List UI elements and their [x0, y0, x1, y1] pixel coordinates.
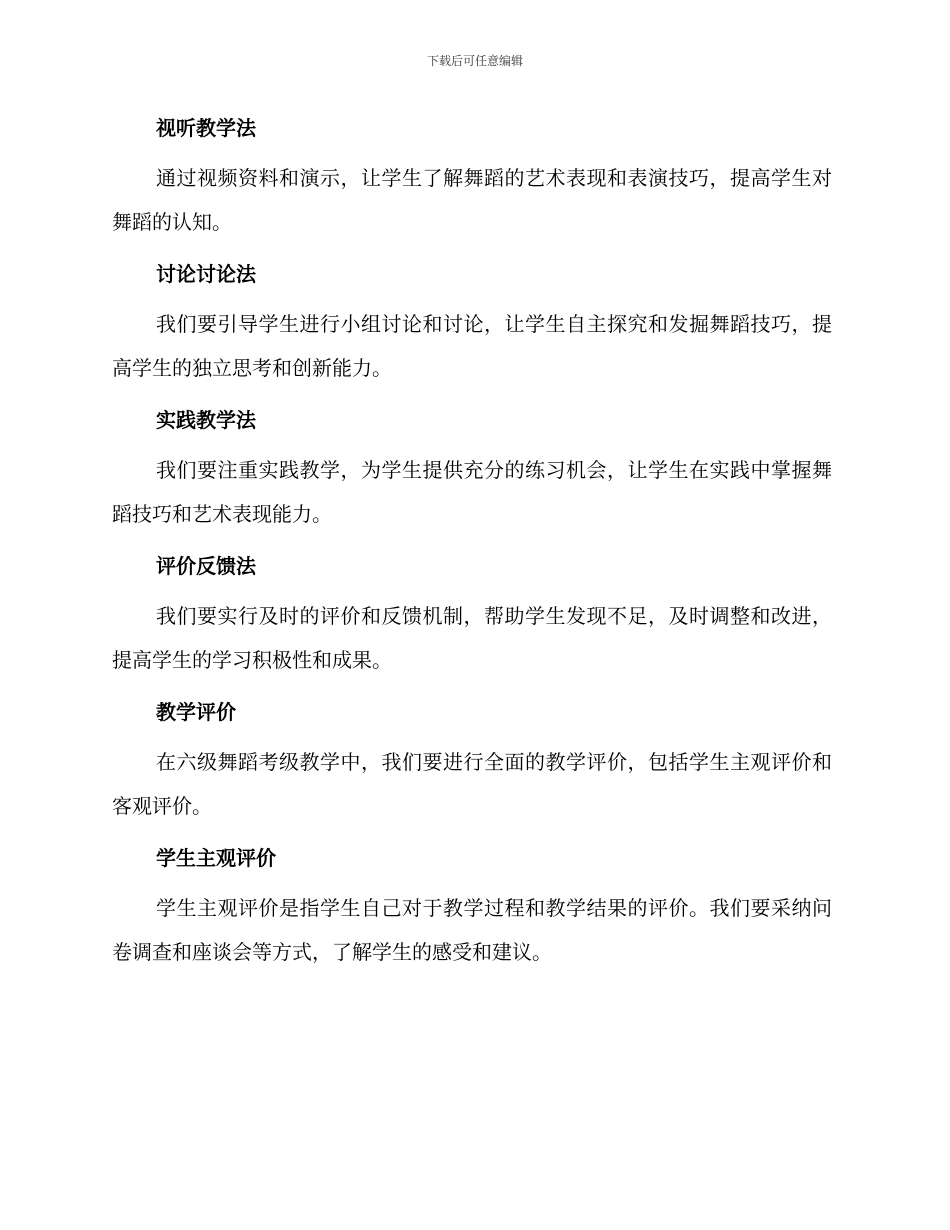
section-paragraph-audiovisual: 通过视频资料和演示，让学生了解舞蹈的艺术表现和表演技巧，提高学生对舞蹈的认知。 [112, 166, 832, 234]
section-paragraph-student-evaluation: 学生主观评价是指学生自己对于教学过程和教学结果的评价。我们要采纳问卷调查和座谈会等方式，了解学生的感受和建议。 [112, 896, 832, 964]
section-paragraph-discussion: 我们要引导学生进行小组讨论和讨论，让学生自主探究和发掘舞蹈技巧，提高学生的独立思考和创新能力。 [112, 312, 832, 380]
section-heading-practice: 实践教学法 [156, 408, 256, 432]
section-heading-audiovisual: 视听教学法 [156, 116, 256, 140]
section-paragraph-practice: 我们要注重实践教学，为学生提供充分的练习机会，让学生在实践中掌握舞蹈技巧和艺术表现能力。 [112, 458, 832, 526]
section-heading-student-evaluation: 学生主观评价 [156, 846, 276, 870]
document-body [112, 112, 832, 988]
section-paragraph-feedback: 我们要实行及时的评价和反馈机制，帮助学生发现不足，及时调整和改进，提高学生的学习积极性和成果。 [112, 604, 832, 672]
section-heading-feedback: 评价反馈法 [156, 554, 256, 578]
section-heading-teaching-evaluation: 教学评价 [156, 700, 236, 724]
section-paragraph-teaching-evaluation: 在六级舞蹈考级教学中，我们要进行全面的教学评价，包括学生主观评价和客观评价。 [112, 750, 832, 818]
page-header: 下载后可任意编辑 [426, 54, 523, 68]
section-heading-discussion: 讨论讨论法 [156, 262, 256, 286]
